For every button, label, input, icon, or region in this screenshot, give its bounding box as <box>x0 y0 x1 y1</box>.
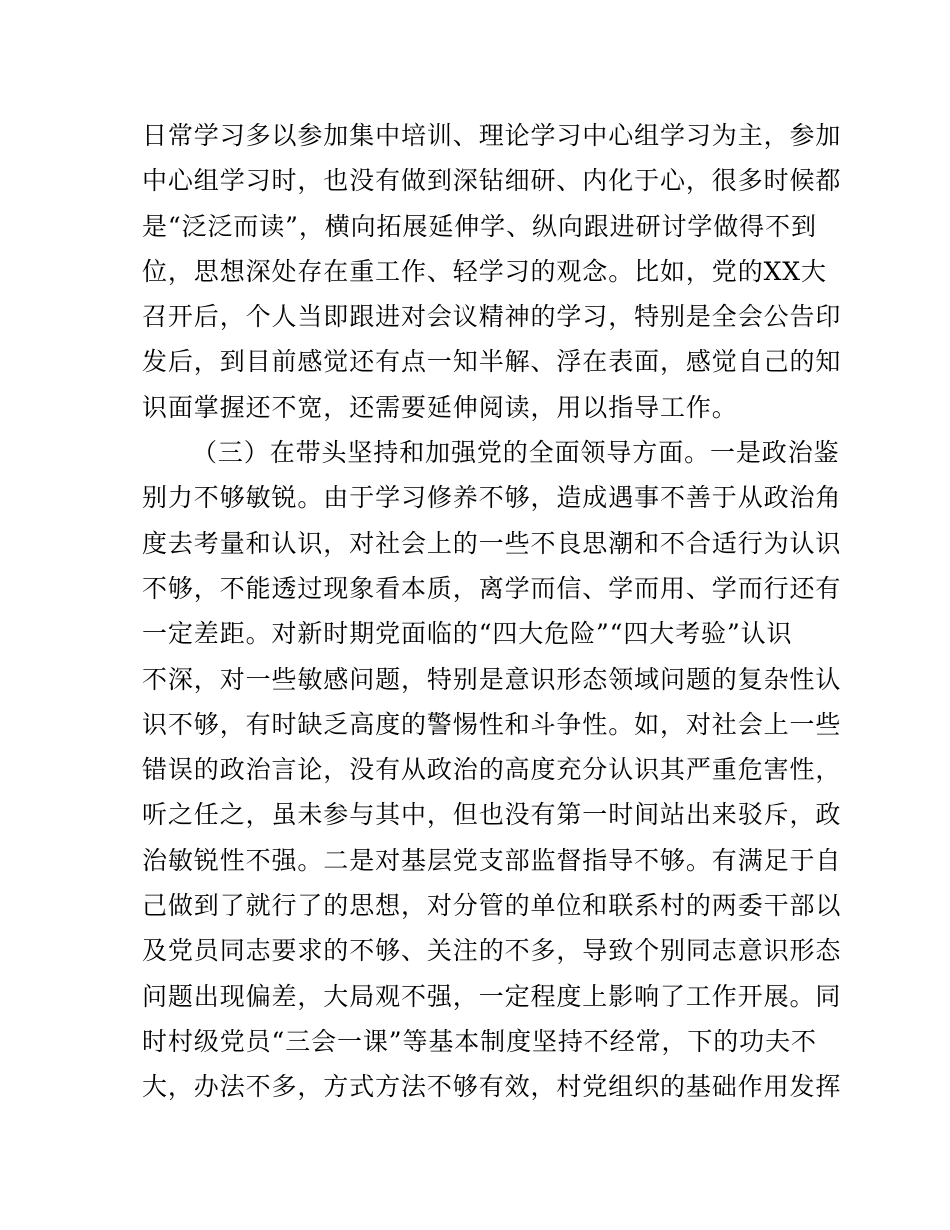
text-line: 发后，到目前感觉还有点一知半解、浮在表面，感觉自己的知 <box>142 347 842 377</box>
text-line: 治敏锐性不强。二是对基层党支部监督指导不够。有满足于自 <box>142 845 842 875</box>
text-line: 不深，对一些敏感问题，特别是意识形态领域问题的复杂性认 <box>142 664 842 694</box>
text-line: 召开后，个人当即跟进对会议精神的学习，特别是全会公告印 <box>142 302 842 332</box>
text-line: 时村级党员“三会一课”等基本制度坚持不经常，下的功夫不 <box>142 1026 817 1056</box>
section-heading-line: （三）在带头坚持和加强党的全面领导方面。一是政治鉴 <box>192 438 840 468</box>
text-line: 识不够，有时缺乏高度的警惕性和斗争性。如，对社会上一些 <box>142 709 842 739</box>
text-line: 识面掌握还不宽，还需要延伸阅读，用以指导工作。 <box>142 392 738 422</box>
text-line: 是“泛泛而读”，横向拓展延伸学、纵向跟进研讨学做得不到 <box>142 211 817 241</box>
text-line: 问题出现偏差，大局观不强，一定程度上影响了工作开展。同 <box>142 981 842 1011</box>
text-line: 中心组学习时，也没有做到深钻细研、内化于心，很多时候都 <box>142 166 842 196</box>
text-line: 别力不够敏锐。由于学习修养不够，造成遇事不善于从政治角 <box>142 483 842 513</box>
text-line: 位，思想深处存在重工作、轻学习的观念。比如，党的XX大 <box>142 256 827 286</box>
text-line: 日常学习多以参加集中培训、理论学习中心组学习为主，参加 <box>142 121 842 150</box>
text-line: 不够，不能透过现象看本质，离学而信、学而用、学而行还有 <box>142 573 842 603</box>
text-line: 及党员同志要求的不够、关注的不多，导致个别同志意识形态 <box>142 936 842 966</box>
text-line: 度去考量和认识，对社会上的一些不良思潮和不合适行为认识 <box>142 528 842 558</box>
text-line: 错误的政治言论，没有从政治的高度充分认识其严重危害性， <box>142 755 842 785</box>
text-line: 己做到了就行了的思想，对分管的单位和联系村的两委干部以 <box>142 891 842 921</box>
text-line: 一定差距。对新时期党面临的“四大危险”“四大考验”认识 <box>142 619 793 649</box>
body-text <box>142 113 842 1110</box>
text-line: 大，办法不多，方式方法不够有效，村党组织的基础作用发挥 <box>142 1072 842 1102</box>
text-line: 听之任之，虽未参与其中，但也没有第一时间站出来驳斥，政 <box>142 800 842 830</box>
